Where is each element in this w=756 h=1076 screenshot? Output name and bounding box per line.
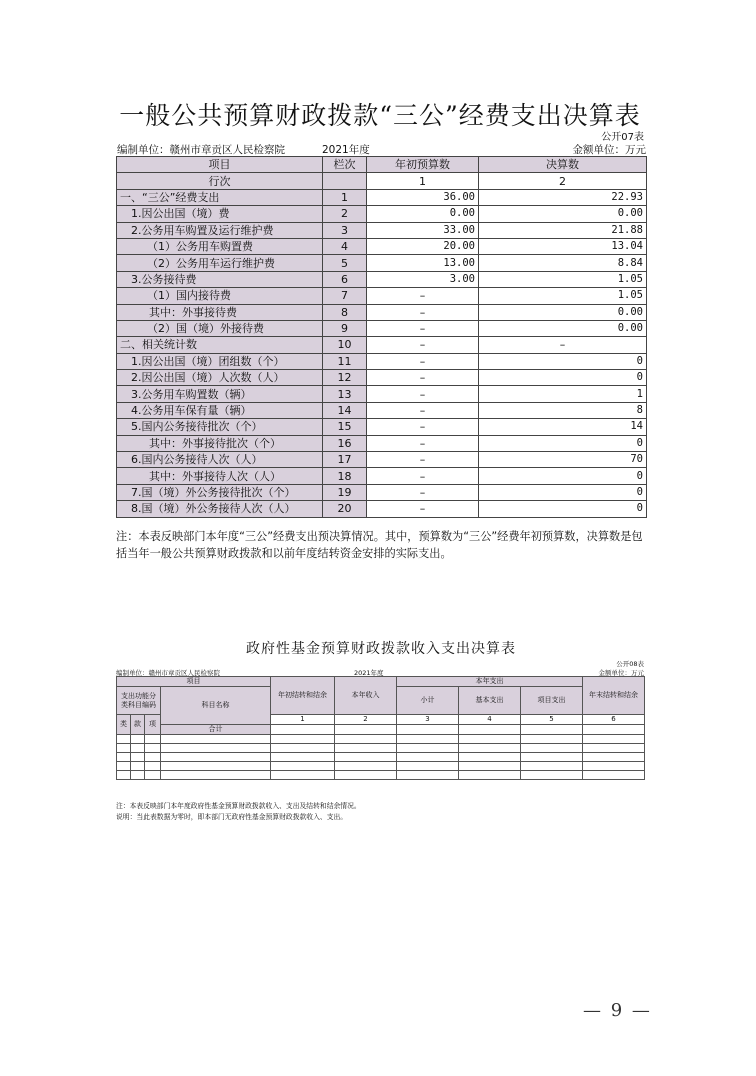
row-name: 8.国（境）外公务接待人次（人） bbox=[117, 501, 323, 517]
row-actual: 0.00 bbox=[479, 304, 647, 320]
empty-cell bbox=[271, 771, 335, 780]
table-row bbox=[117, 222, 647, 238]
empty-cell bbox=[161, 735, 271, 744]
t2-header-lei: 类 bbox=[117, 715, 131, 735]
row-actual: 0 bbox=[479, 435, 647, 451]
row-budget: – bbox=[367, 452, 479, 468]
row-number: 10 bbox=[323, 337, 367, 353]
row-number: 12 bbox=[323, 370, 367, 386]
table2-note-2: 说明：当此表数据为零时，即本部门无政府性基金预算财政拨款收入、支出。 bbox=[116, 813, 348, 821]
empty-cell bbox=[335, 771, 397, 780]
table-row bbox=[117, 288, 647, 304]
row-number: 11 bbox=[323, 353, 367, 369]
empty-cell bbox=[131, 771, 145, 780]
table-row bbox=[117, 771, 645, 780]
table2-total-row bbox=[117, 725, 645, 735]
empty-cell bbox=[583, 744, 645, 753]
row-budget: 33.00 bbox=[367, 222, 479, 238]
row-budget: – bbox=[367, 370, 479, 386]
t2-total-cell bbox=[583, 725, 645, 735]
empty-cell bbox=[161, 762, 271, 771]
empty-cell bbox=[459, 744, 521, 753]
row-name: 2.因公出国（境）人次数（人） bbox=[117, 370, 323, 386]
empty-cell bbox=[583, 762, 645, 771]
table1-year: 2021年度 bbox=[322, 144, 370, 156]
table-row bbox=[117, 402, 647, 418]
empty-cell bbox=[131, 753, 145, 762]
empty-cell bbox=[271, 735, 335, 744]
t2-header-func-code: 支出功能分类科目编码 bbox=[117, 687, 161, 715]
row-name: （1）国内接待费 bbox=[117, 288, 323, 304]
t2-total-cell bbox=[397, 725, 459, 735]
t2-header-current: 本年支出 bbox=[397, 677, 583, 687]
header-col-no: 栏次 bbox=[323, 157, 367, 173]
row-budget: 36.00 bbox=[367, 189, 479, 205]
empty-cell bbox=[335, 753, 397, 762]
empty-cell bbox=[117, 771, 131, 780]
row-actual: 8 bbox=[479, 402, 647, 418]
row-actual: 0 bbox=[479, 484, 647, 500]
row-budget: – bbox=[367, 304, 479, 320]
t2-col-no-1: 1 bbox=[271, 715, 335, 725]
t2-header-income: 本年收入 bbox=[335, 677, 397, 715]
table-row bbox=[117, 386, 647, 402]
row-number: 2 bbox=[323, 206, 367, 222]
row-name: 4.公务用车保有量（辆） bbox=[117, 402, 323, 418]
row-budget: 13.00 bbox=[367, 255, 479, 271]
t2-header-item: 项目 bbox=[117, 677, 271, 687]
table2-note-1: 注：本表反映部门本年度政府性基金预算财政拨款收入、支出及结转和结余情况。 bbox=[116, 802, 361, 810]
table2-title: 政府性基金预算财政拨款收入支出决算表 bbox=[246, 641, 516, 657]
row-budget: – bbox=[367, 484, 479, 500]
row-budget: – bbox=[367, 419, 479, 435]
table2-body bbox=[117, 735, 645, 780]
row-actual: 0.00 bbox=[479, 206, 647, 222]
empty-cell bbox=[131, 735, 145, 744]
empty-cell bbox=[459, 735, 521, 744]
empty-cell bbox=[117, 744, 131, 753]
empty-cell bbox=[131, 744, 145, 753]
row-name: 2.公务用车购置及运行维护费 bbox=[117, 222, 323, 238]
empty-cell bbox=[145, 762, 161, 771]
row-actual: 0 bbox=[479, 370, 647, 386]
row-number: 15 bbox=[323, 419, 367, 435]
header-row-label: 行次 bbox=[117, 173, 323, 189]
row-actual: – bbox=[479, 337, 647, 353]
row-budget: 3.00 bbox=[367, 271, 479, 287]
empty-cell bbox=[335, 762, 397, 771]
t2-col-no-2: 2 bbox=[335, 715, 397, 725]
table-row bbox=[117, 435, 647, 451]
empty-cell bbox=[397, 753, 459, 762]
table-row bbox=[117, 753, 645, 762]
empty-cell bbox=[145, 735, 161, 744]
row-actual: 8.84 bbox=[479, 255, 647, 271]
table-row bbox=[117, 370, 647, 386]
row-budget: – bbox=[367, 337, 479, 353]
empty-cell bbox=[521, 762, 583, 771]
t2-header-end: 年末结转和结余 bbox=[583, 677, 645, 715]
row-number: 16 bbox=[323, 435, 367, 451]
t2-col-no-6: 6 bbox=[583, 715, 645, 725]
table-row bbox=[117, 452, 647, 468]
header-actual-col-no: 2 bbox=[479, 173, 647, 189]
table-row bbox=[117, 271, 647, 287]
row-number: 18 bbox=[323, 468, 367, 484]
row-actual: 1.05 bbox=[479, 271, 647, 287]
t2-header-begin: 年初结转和结余 bbox=[271, 677, 335, 715]
table2-header-row-1 bbox=[117, 677, 645, 687]
table2-org: 编制单位：赣州市章贡区人民检察院 bbox=[116, 669, 220, 677]
row-name: 7.国（境）外公务接待批次（个） bbox=[117, 484, 323, 500]
row-name: 其中：外事接待人次（人） bbox=[117, 468, 323, 484]
table-row bbox=[117, 744, 645, 753]
table-row bbox=[117, 735, 645, 744]
empty-cell bbox=[161, 771, 271, 780]
table-row bbox=[117, 337, 647, 353]
government-fund-table bbox=[116, 676, 645, 780]
table-row bbox=[117, 484, 647, 500]
table2-code: 公开08表 bbox=[616, 660, 644, 668]
table-row bbox=[117, 353, 647, 369]
empty-cell bbox=[521, 735, 583, 744]
row-number: 8 bbox=[323, 304, 367, 320]
table1-code: 公开07表 bbox=[601, 132, 644, 143]
row-actual: 1.05 bbox=[479, 288, 647, 304]
empty-cell bbox=[521, 771, 583, 780]
empty-cell bbox=[145, 744, 161, 753]
empty-cell bbox=[271, 753, 335, 762]
empty-cell bbox=[117, 753, 131, 762]
header-actual: 决算数 bbox=[479, 157, 647, 173]
row-name: 1.因公出国（境）团组数（个） bbox=[117, 353, 323, 369]
three-public-expense-table bbox=[116, 156, 647, 518]
row-name: 5.国内公务接待批次（个） bbox=[117, 419, 323, 435]
row-number: 4 bbox=[323, 238, 367, 254]
row-number: 9 bbox=[323, 320, 367, 336]
row-budget: 0.00 bbox=[367, 206, 479, 222]
empty-cell bbox=[583, 735, 645, 744]
t2-total-cell bbox=[521, 725, 583, 735]
table-row bbox=[117, 320, 647, 336]
row-number: 13 bbox=[323, 386, 367, 402]
row-name: 一、“三公”经费支出 bbox=[117, 189, 323, 205]
empty-cell bbox=[145, 771, 161, 780]
row-number: 14 bbox=[323, 402, 367, 418]
row-number: 3 bbox=[323, 222, 367, 238]
row-budget: – bbox=[367, 320, 479, 336]
row-budget: – bbox=[367, 353, 479, 369]
row-name: 二、相关统计数 bbox=[117, 337, 323, 353]
empty-cell bbox=[397, 771, 459, 780]
t2-col-no-3: 3 bbox=[397, 715, 459, 725]
t2-total-cell bbox=[335, 725, 397, 735]
table-row bbox=[117, 189, 647, 205]
table-row bbox=[117, 501, 647, 517]
table1-note: 注：本表反映部门本年度“三公”经费支出预决算情况。其中，预算数为“三公”经费年初预算数，决算数是包括当年一般公共预算财政拨款和以前年度结转资金安排的实际支出。 bbox=[116, 530, 643, 560]
row-name: （2）国（境）外接待费 bbox=[117, 320, 323, 336]
row-number: 17 bbox=[323, 452, 367, 468]
table1-header-row-2 bbox=[117, 173, 647, 189]
row-number: 6 bbox=[323, 271, 367, 287]
row-actual: 21.88 bbox=[479, 222, 647, 238]
row-name: 3.公务用车购置数（辆） bbox=[117, 386, 323, 402]
row-actual: 14 bbox=[479, 419, 647, 435]
t2-header-subtotal: 小计 bbox=[397, 687, 459, 715]
row-actual: 22.93 bbox=[479, 189, 647, 205]
empty-cell bbox=[459, 762, 521, 771]
t2-col-no-4: 4 bbox=[459, 715, 521, 725]
row-budget: – bbox=[367, 435, 479, 451]
row-budget: – bbox=[367, 386, 479, 402]
empty-cell bbox=[521, 753, 583, 762]
empty-cell bbox=[397, 744, 459, 753]
row-budget: 20.00 bbox=[367, 238, 479, 254]
empty-cell bbox=[335, 735, 397, 744]
row-name: 1.因公出国（境）费 bbox=[117, 206, 323, 222]
t2-total-cell bbox=[459, 725, 521, 735]
row-actual: 1 bbox=[479, 386, 647, 402]
row-actual: 70 bbox=[479, 452, 647, 468]
row-name: （1）公务用车购置费 bbox=[117, 238, 323, 254]
row-number: 19 bbox=[323, 484, 367, 500]
empty-cell bbox=[117, 735, 131, 744]
row-budget: – bbox=[367, 402, 479, 418]
table-row bbox=[117, 238, 647, 254]
row-budget: – bbox=[367, 468, 479, 484]
row-actual: 0 bbox=[479, 468, 647, 484]
row-budget: – bbox=[367, 501, 479, 517]
t2-header-subject: 科目名称 bbox=[161, 687, 271, 725]
row-name: 3.公务接待费 bbox=[117, 271, 323, 287]
t2-header-xiang: 项 bbox=[145, 715, 161, 735]
row-name: 6.国内公务接待人次（人） bbox=[117, 452, 323, 468]
header-budget-col-no: 1 bbox=[367, 173, 479, 189]
table-row bbox=[117, 206, 647, 222]
header-budget: 年初预算数 bbox=[367, 157, 479, 173]
empty-cell bbox=[397, 762, 459, 771]
empty-cell bbox=[271, 744, 335, 753]
t2-total-cell bbox=[271, 725, 335, 735]
header-item: 项目 bbox=[117, 157, 323, 173]
row-actual: 13.04 bbox=[479, 238, 647, 254]
table1-body bbox=[117, 189, 647, 517]
empty-cell bbox=[583, 771, 645, 780]
row-number: 7 bbox=[323, 288, 367, 304]
empty-cell bbox=[583, 753, 645, 762]
row-name: 其中：外事接待费 bbox=[117, 304, 323, 320]
row-name: 其中：外事接待批次（个） bbox=[117, 435, 323, 451]
table1-header-row bbox=[117, 157, 647, 173]
empty-cell bbox=[117, 762, 131, 771]
table-row bbox=[117, 255, 647, 271]
empty-cell bbox=[459, 771, 521, 780]
header-blank bbox=[323, 173, 367, 189]
row-name: （2）公务用车运行维护费 bbox=[117, 255, 323, 271]
empty-cell bbox=[271, 762, 335, 771]
empty-cell bbox=[521, 744, 583, 753]
empty-cell bbox=[161, 753, 271, 762]
row-number: 20 bbox=[323, 501, 367, 517]
t2-header-kuan: 款 bbox=[131, 715, 145, 735]
empty-cell bbox=[459, 753, 521, 762]
table-row bbox=[117, 304, 647, 320]
empty-cell bbox=[131, 762, 145, 771]
t2-header-project: 项目支出 bbox=[521, 687, 583, 715]
row-budget: – bbox=[367, 288, 479, 304]
t2-header-basic: 基本支出 bbox=[459, 687, 521, 715]
empty-cell bbox=[335, 744, 397, 753]
row-actual: 0 bbox=[479, 501, 647, 517]
empty-cell bbox=[397, 735, 459, 744]
table-row bbox=[117, 468, 647, 484]
table1-org: 编制单位：赣州市章贡区人民检察院 bbox=[117, 144, 285, 156]
row-number: 5 bbox=[323, 255, 367, 271]
table2-unit: 金额单位：万元 bbox=[598, 669, 644, 677]
table1-title: 一般公共预算财政拨款“三公”经费支出决算表 bbox=[119, 101, 641, 130]
table2-year: 2021年度 bbox=[354, 669, 384, 677]
t2-col-no-5: 5 bbox=[521, 715, 583, 725]
empty-cell bbox=[145, 753, 161, 762]
row-actual: 0 bbox=[479, 353, 647, 369]
row-number: 1 bbox=[323, 189, 367, 205]
t2-total-label: 合计 bbox=[161, 725, 271, 735]
table-row bbox=[117, 762, 645, 771]
table1-unit: 金额单位：万元 bbox=[572, 144, 646, 156]
empty-cell bbox=[161, 744, 271, 753]
page-number: — 9 — bbox=[583, 1000, 652, 1021]
row-actual: 0.00 bbox=[479, 320, 647, 336]
table-row bbox=[117, 419, 647, 435]
